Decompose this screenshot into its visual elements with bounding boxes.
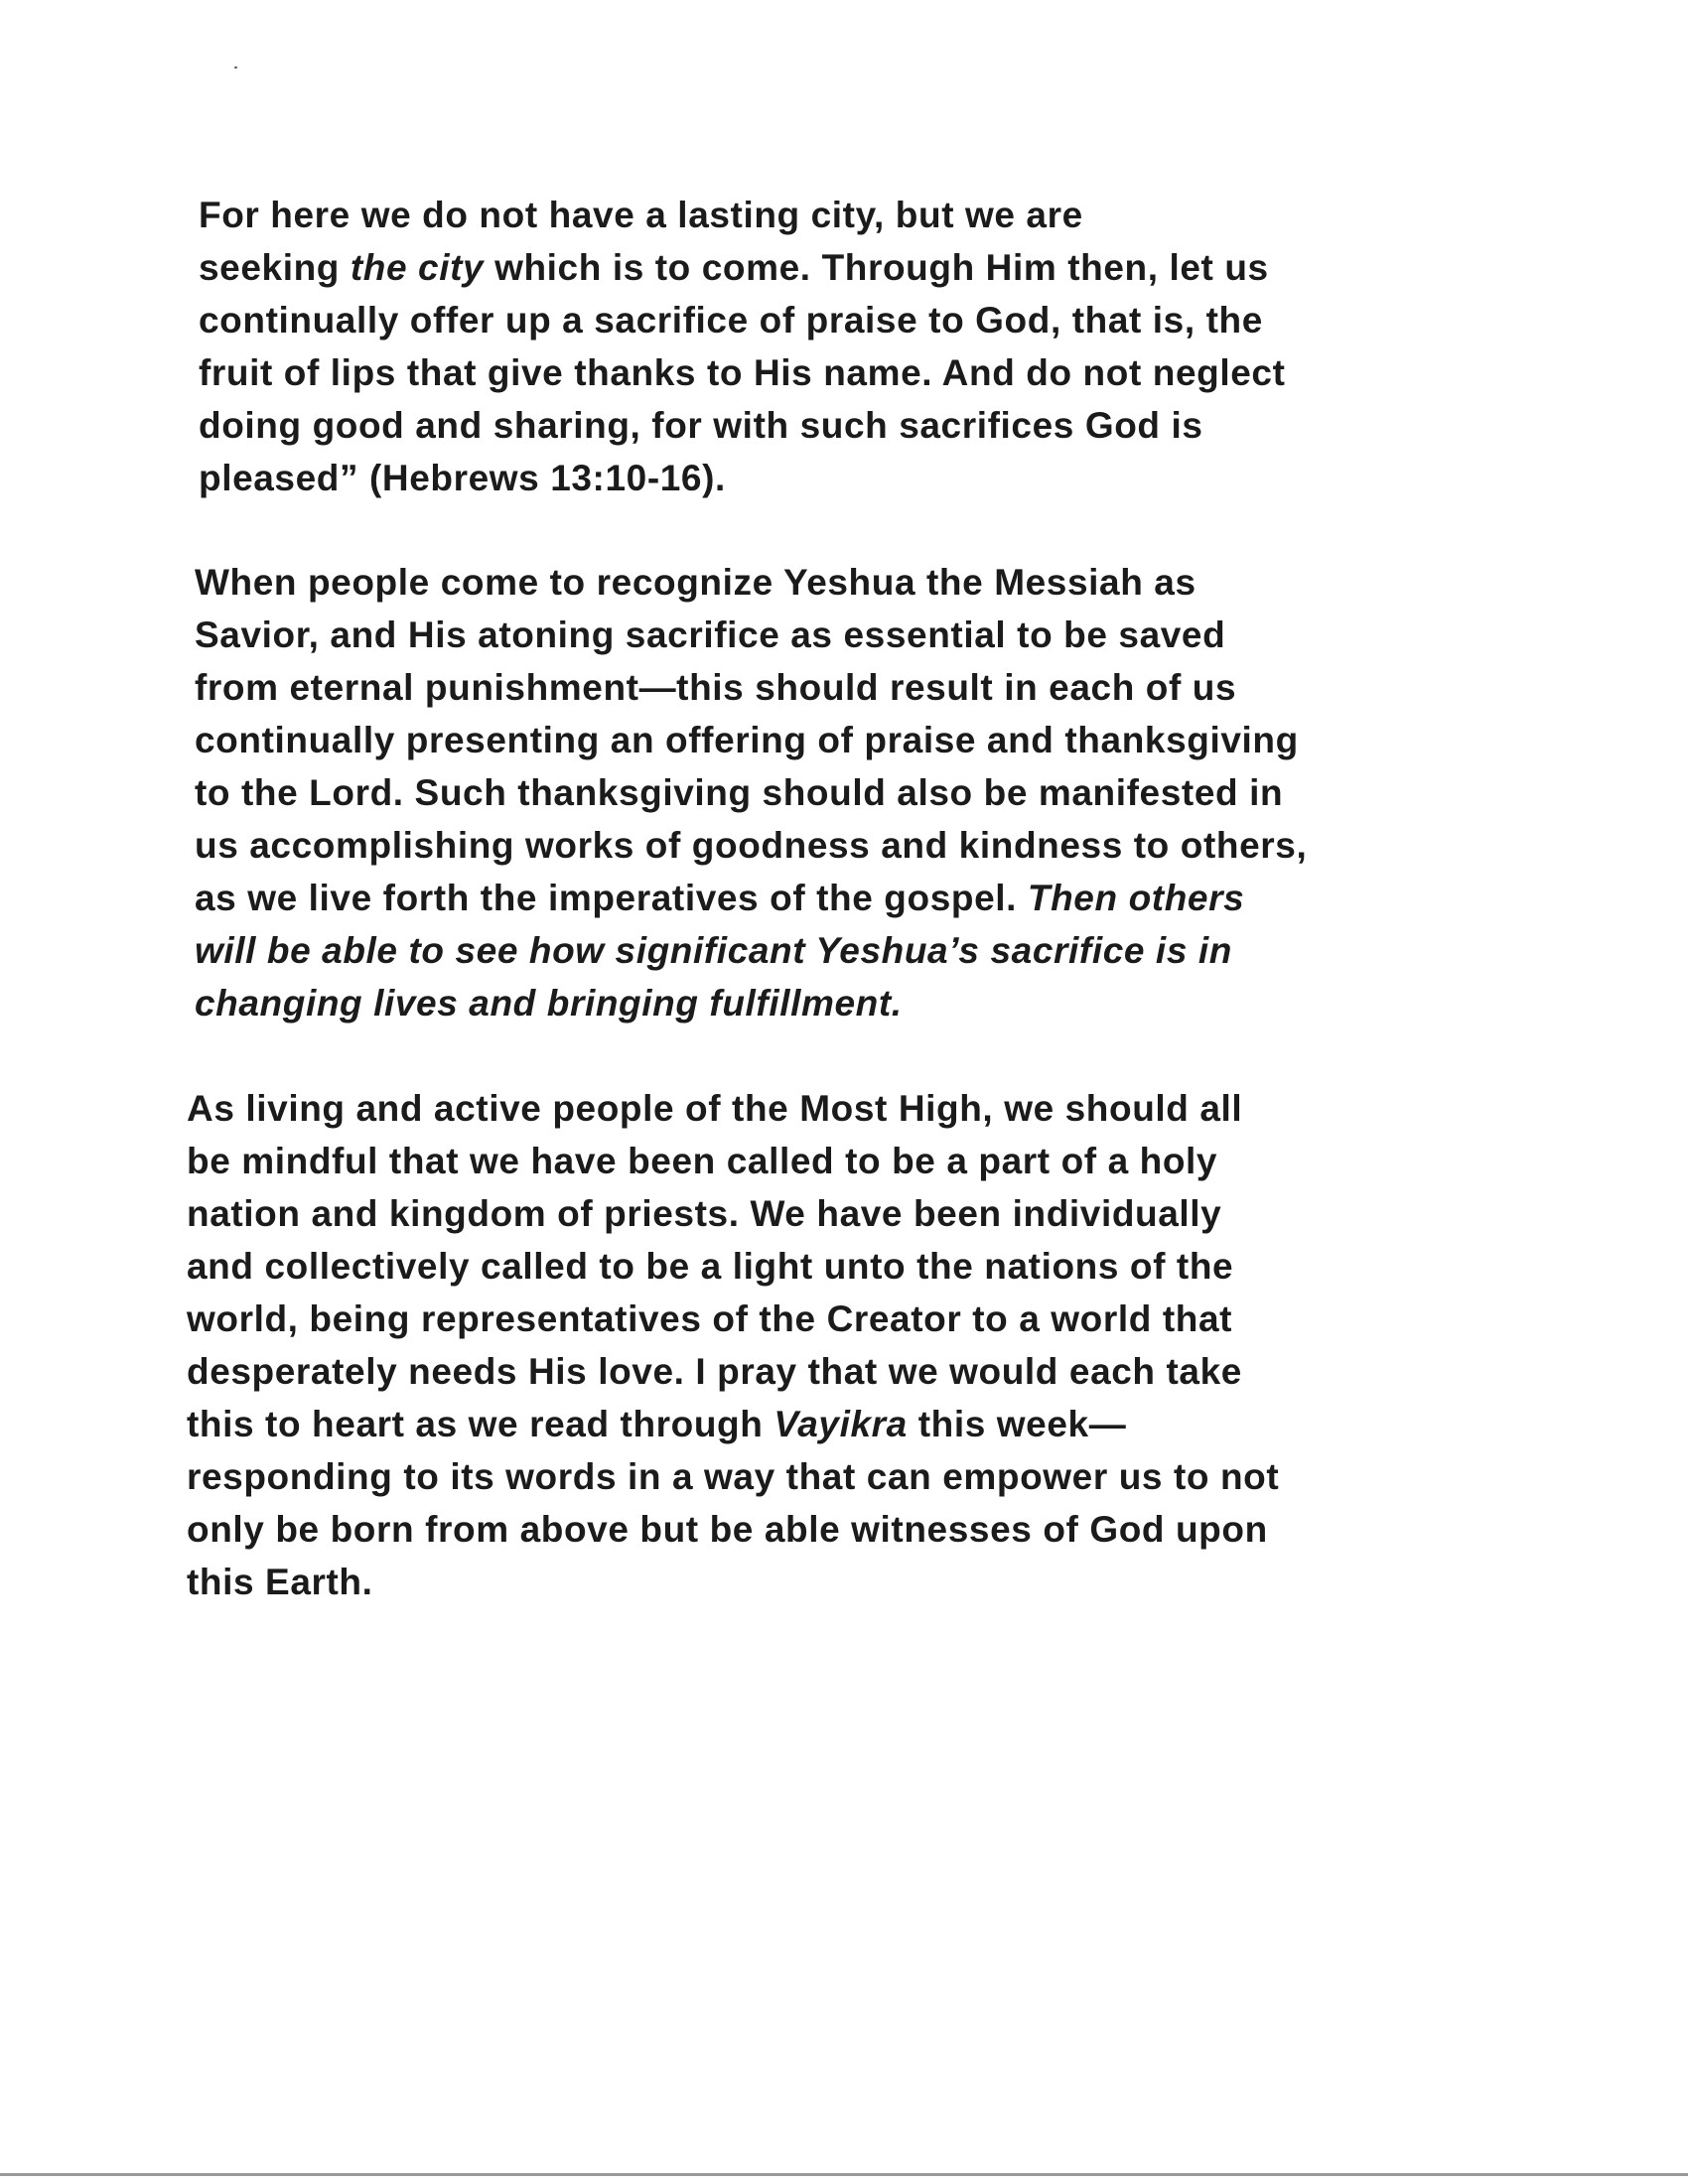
italic-text-run: the city bbox=[350, 247, 485, 288]
text-line bbox=[195, 609, 1307, 661]
text-line bbox=[195, 766, 1307, 819]
text-run: from eternal punishment—this should result in each of us bbox=[195, 667, 1237, 708]
text-line bbox=[199, 399, 1286, 452]
text-run: seeking bbox=[199, 247, 351, 288]
text-run: For here we do not have a lasting city, but we are bbox=[199, 195, 1083, 235]
text-line bbox=[187, 1345, 1279, 1398]
text-line bbox=[195, 556, 1307, 609]
text-line bbox=[187, 1503, 1279, 1556]
italic-text-run: will be able to see how significant Yeshua’s sacrifice is in bbox=[195, 930, 1232, 971]
text-line bbox=[187, 1082, 1279, 1135]
text-line bbox=[199, 452, 1286, 504]
text-line bbox=[195, 714, 1307, 766]
text-line bbox=[187, 1398, 1279, 1450]
paragraph-holy-nation bbox=[187, 1082, 1279, 1608]
text-run: world, being representatives of the Creator to a world that bbox=[187, 1298, 1233, 1339]
text-run: continually offer up a sacrifice of praise to God, that is, the bbox=[199, 300, 1263, 341]
text-line bbox=[195, 819, 1307, 872]
italic-text-run: Then others bbox=[1027, 878, 1245, 918]
text-run: When people come to recognize Yeshua the Messiah as bbox=[195, 562, 1196, 603]
text-line bbox=[199, 346, 1286, 399]
text-run: and collectively called to be a light unto the nations of the bbox=[187, 1246, 1234, 1287]
text-line bbox=[195, 661, 1307, 714]
text-line bbox=[195, 924, 1307, 977]
text-run: to the Lord. Such thanksgiving should also be manifested in bbox=[195, 772, 1284, 813]
italic-text-run: Vayikra bbox=[774, 1404, 908, 1444]
text-run: which is to come. Through Him then, let us bbox=[484, 247, 1269, 288]
text-run: as we live forth the imperatives of the gospel. bbox=[195, 878, 1028, 918]
text-line bbox=[187, 1135, 1279, 1187]
text-line bbox=[195, 872, 1307, 924]
text-line bbox=[187, 1450, 1279, 1503]
text-line bbox=[199, 241, 1286, 294]
text-run: doing good and sharing, for with such sacrifices God is bbox=[199, 405, 1203, 446]
text-line bbox=[187, 1556, 1279, 1608]
text-run: this Earth. bbox=[187, 1562, 373, 1602]
text-run: be mindful that we have been called to be a part of a holy bbox=[187, 1141, 1218, 1181]
text-line bbox=[187, 1240, 1279, 1293]
text-run: responding to its words in a way that can empower us to not bbox=[187, 1456, 1280, 1497]
text-run: this week— bbox=[907, 1404, 1127, 1444]
text-run: continually presenting an offering of praise and thanksgiving bbox=[195, 720, 1299, 760]
text-line bbox=[187, 1293, 1279, 1345]
scan-edge-line bbox=[0, 2173, 1688, 2176]
text-run: desperately needs His love. I pray that we would each take bbox=[187, 1351, 1242, 1392]
text-run: pleased” (Hebrews 13:10-16). bbox=[199, 458, 726, 498]
text-run: this to heart as we read through bbox=[187, 1404, 774, 1444]
paragraph-yeshua-sacrifice bbox=[195, 556, 1307, 1029]
text-line bbox=[199, 294, 1286, 346]
italic-text-run: changing lives and bringing fulfillment. bbox=[195, 983, 903, 1024]
text-run: As living and active people of the Most High, we should all bbox=[187, 1088, 1243, 1129]
text-line bbox=[187, 1187, 1279, 1240]
text-line bbox=[199, 189, 1286, 241]
text-run: only be born from above but be able witnesses of God upon bbox=[187, 1509, 1268, 1550]
paragraph-hebrews-quote bbox=[199, 189, 1286, 504]
text-run: us accomplishing works of goodness and kindness to others, bbox=[195, 825, 1308, 866]
text-run: fruit of lips that give thanks to His name. And do not neglect bbox=[199, 352, 1286, 393]
text-line bbox=[195, 977, 1307, 1029]
text-run: Savior, and His atoning sacrifice as essential to be saved bbox=[195, 614, 1226, 655]
text-run: nation and kingdom of priests. We have been individually bbox=[187, 1193, 1222, 1234]
scan-speck bbox=[234, 67, 237, 68]
